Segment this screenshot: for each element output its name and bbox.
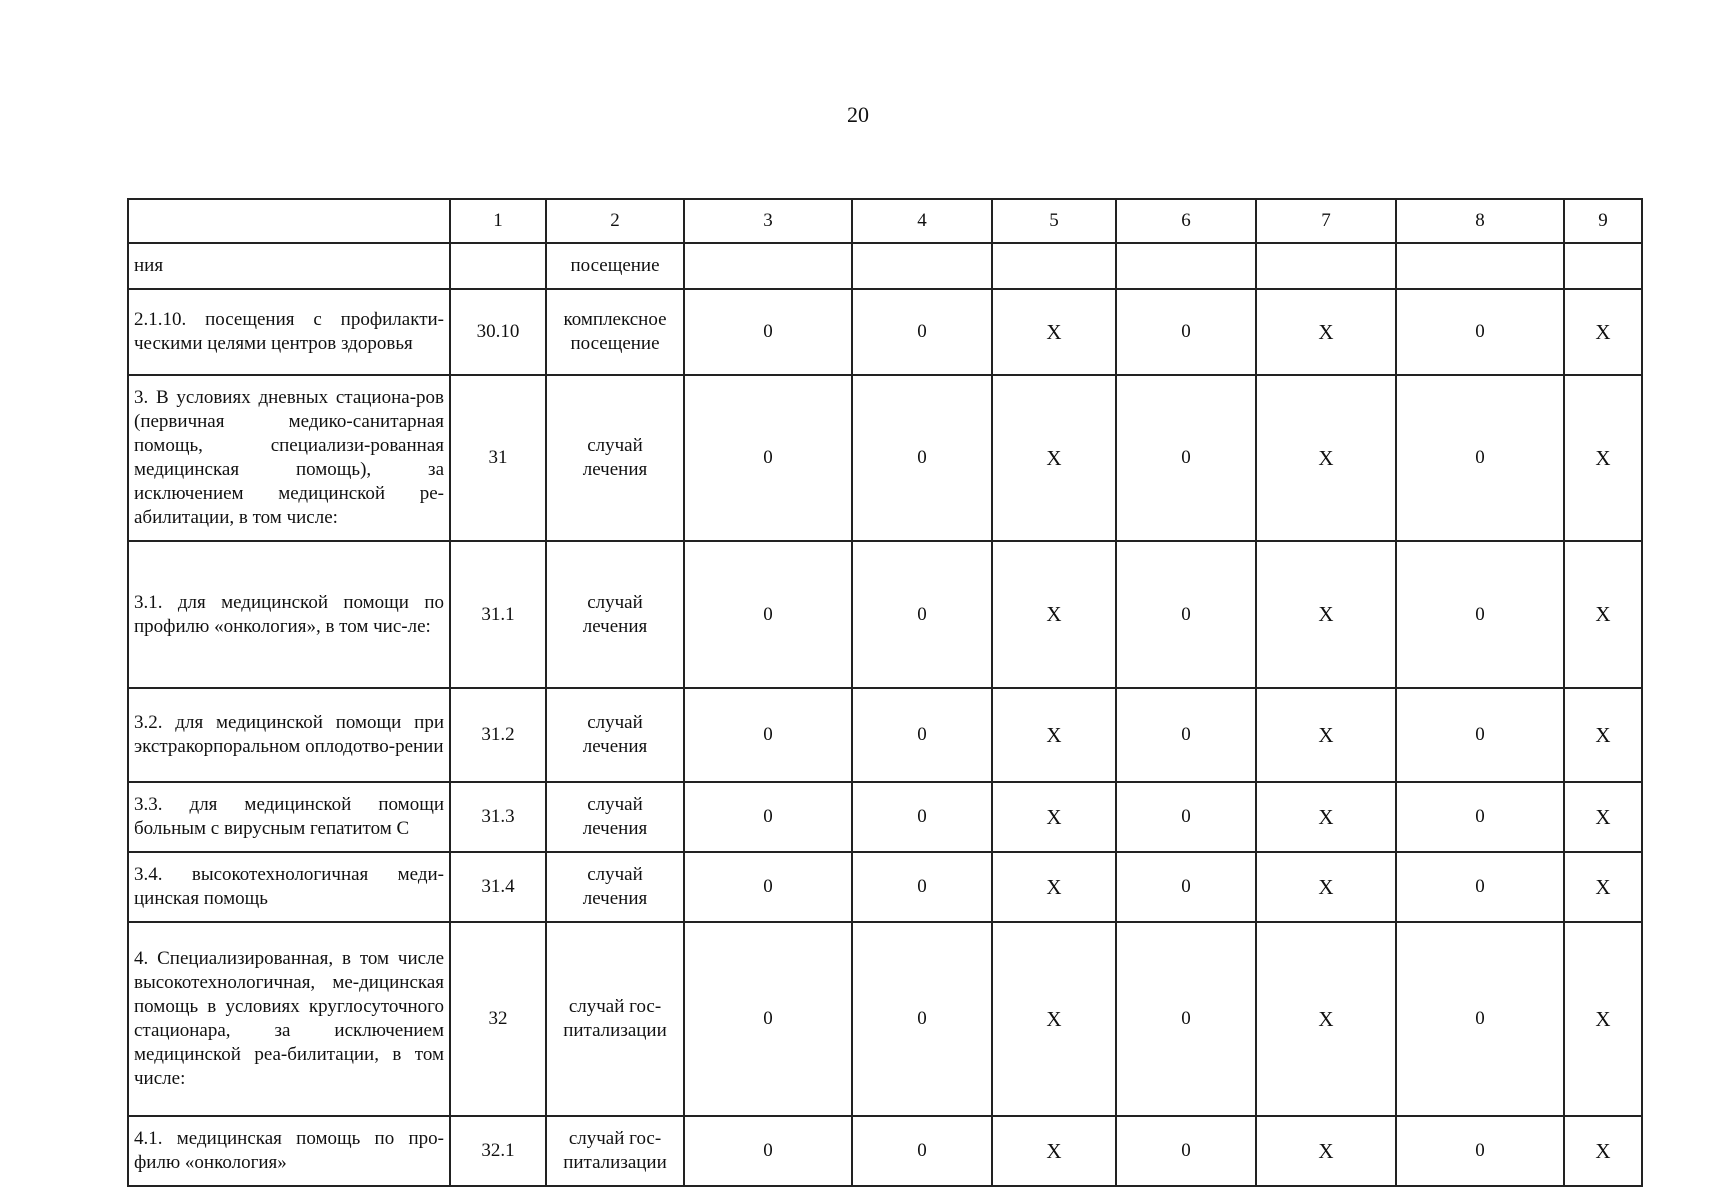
row-unit-cell: случай лечения: [546, 782, 684, 852]
row-unit-cell: случай гос-питализации: [546, 1116, 684, 1186]
table-row: [128, 1116, 1642, 1186]
value-cell: X: [992, 541, 1116, 688]
row-name-cell: 3.1. для медицинской помощи по профилю «онкология», в том чис-ле:: [128, 541, 450, 688]
value-cell: X: [992, 375, 1116, 541]
value-cell: 0: [1396, 852, 1564, 922]
value-cell: X: [1256, 541, 1396, 688]
value-cell: X: [992, 852, 1116, 922]
value-cell: X: [1256, 852, 1396, 922]
value-cell: 0: [1396, 1116, 1564, 1186]
row-unit-cell: комплексное посещение: [546, 289, 684, 375]
value-cell: 0: [1116, 852, 1256, 922]
value-cell: 0: [1116, 1116, 1256, 1186]
table-row: [128, 852, 1642, 922]
value-cell: [684, 243, 852, 289]
value-cell: X: [1564, 541, 1642, 688]
value-cell: X: [992, 289, 1116, 375]
row-unit-cell: случай лечения: [546, 688, 684, 782]
value-cell: 0: [684, 541, 852, 688]
value-cell: 0: [684, 289, 852, 375]
row-code-cell: 30.10: [450, 289, 546, 375]
header-cell: 4: [852, 199, 992, 243]
table-row: [128, 922, 1642, 1116]
value-cell: 0: [1396, 541, 1564, 688]
value-cell: [1256, 243, 1396, 289]
row-name-cell: ния: [128, 243, 450, 289]
data-table: [127, 198, 1643, 1187]
value-cell: X: [1564, 852, 1642, 922]
row-name-cell: 4.1. медицинская помощь по про-филю «онкология»: [128, 1116, 450, 1186]
header-cell: 5: [992, 199, 1116, 243]
value-cell: 0: [852, 1116, 992, 1186]
table-row: [128, 375, 1642, 541]
value-cell: 0: [1116, 541, 1256, 688]
row-unit-cell: посещение: [546, 243, 684, 289]
value-cell: X: [1256, 289, 1396, 375]
value-cell: X: [1564, 688, 1642, 782]
value-cell: 0: [852, 688, 992, 782]
row-unit-cell: случай лечения: [546, 375, 684, 541]
value-cell: 0: [1116, 375, 1256, 541]
row-code-cell: [450, 243, 546, 289]
value-cell: [992, 243, 1116, 289]
value-cell: 0: [1396, 375, 1564, 541]
row-name-cell: 3.3. для медицинской помощи больным с вирусным гепатитом С: [128, 782, 450, 852]
value-cell: X: [1564, 922, 1642, 1116]
value-cell: X: [992, 688, 1116, 782]
row-code-cell: 31.4: [450, 852, 546, 922]
value-cell: X: [992, 1116, 1116, 1186]
table-row: [128, 243, 1642, 289]
row-unit-cell: случай гос-питализации: [546, 922, 684, 1116]
header-cell: 7: [1256, 199, 1396, 243]
header-cell: [128, 199, 450, 243]
value-cell: X: [1256, 782, 1396, 852]
row-unit-cell: случай лечения: [546, 541, 684, 688]
header-cell: 6: [1116, 199, 1256, 243]
row-name-cell: 2.1.10. посещения с профилакти-ческими целями центров здоровья: [128, 289, 450, 375]
value-cell: 0: [852, 922, 992, 1116]
value-cell: 0: [684, 922, 852, 1116]
value-cell: X: [1256, 922, 1396, 1116]
value-cell: [852, 243, 992, 289]
value-cell: X: [1564, 289, 1642, 375]
value-cell: 0: [1116, 289, 1256, 375]
value-cell: 0: [1396, 922, 1564, 1116]
table-row: [128, 688, 1642, 782]
value-cell: 0: [852, 782, 992, 852]
value-cell: 0: [852, 541, 992, 688]
row-code-cell: 31.3: [450, 782, 546, 852]
header-cell: 9: [1564, 199, 1642, 243]
value-cell: 0: [1116, 922, 1256, 1116]
header-cell: 3: [684, 199, 852, 243]
value-cell: 0: [684, 375, 852, 541]
value-cell: 0: [852, 852, 992, 922]
value-cell: X: [1564, 782, 1642, 852]
page-number: 20: [847, 102, 869, 127]
value-cell: [1564, 243, 1642, 289]
value-cell: 0: [852, 289, 992, 375]
row-unit-cell: случай лечения: [546, 852, 684, 922]
value-cell: [1116, 243, 1256, 289]
value-cell: X: [1564, 1116, 1642, 1186]
value-cell: X: [992, 782, 1116, 852]
row-name-cell: 3.4. высокотехнологичная меди-цинская помощь: [128, 852, 450, 922]
value-cell: 0: [684, 688, 852, 782]
header-cell: 8: [1396, 199, 1564, 243]
value-cell: X: [1256, 688, 1396, 782]
value-cell: 0: [1116, 782, 1256, 852]
value-cell: X: [1256, 375, 1396, 541]
table-row: [128, 782, 1642, 852]
table-row: [128, 289, 1642, 375]
value-cell: 0: [852, 375, 992, 541]
value-cell: [1396, 243, 1564, 289]
row-code-cell: 31: [450, 375, 546, 541]
row-code-cell: 32.1: [450, 1116, 546, 1186]
value-cell: X: [992, 922, 1116, 1116]
row-name-cell: 3. В условиях дневных стациона-ров (первичная медико-санитарная помощь, специализи-рованная медицинская помощь), за исключением медицинской ре-абилитации, в том числе:: [128, 375, 450, 541]
row-code-cell: 31.2: [450, 688, 546, 782]
header-cell: 2: [546, 199, 684, 243]
row-name-cell: 3.2. для медицинской помощи при экстракорпоральном оплодотво-рении: [128, 688, 450, 782]
table-header-row: [128, 199, 1642, 243]
value-cell: 0: [684, 1116, 852, 1186]
value-cell: 0: [684, 852, 852, 922]
row-code-cell: 32: [450, 922, 546, 1116]
value-cell: 0: [1116, 688, 1256, 782]
row-name-cell: 4. Специализированная, в том числе высокотехнологичная, ме-дицинская помощь в условиях круглосуточного стационара, за исключением медицинской реа-билитации, в том числе:: [128, 922, 450, 1116]
value-cell: 0: [1396, 688, 1564, 782]
value-cell: X: [1564, 375, 1642, 541]
value-cell: 0: [1396, 782, 1564, 852]
row-code-cell: 31.1: [450, 541, 546, 688]
table-row: [128, 541, 1642, 688]
value-cell: X: [1256, 1116, 1396, 1186]
value-cell: 0: [1396, 289, 1564, 375]
header-cell: 1: [450, 199, 546, 243]
value-cell: 0: [684, 782, 852, 852]
